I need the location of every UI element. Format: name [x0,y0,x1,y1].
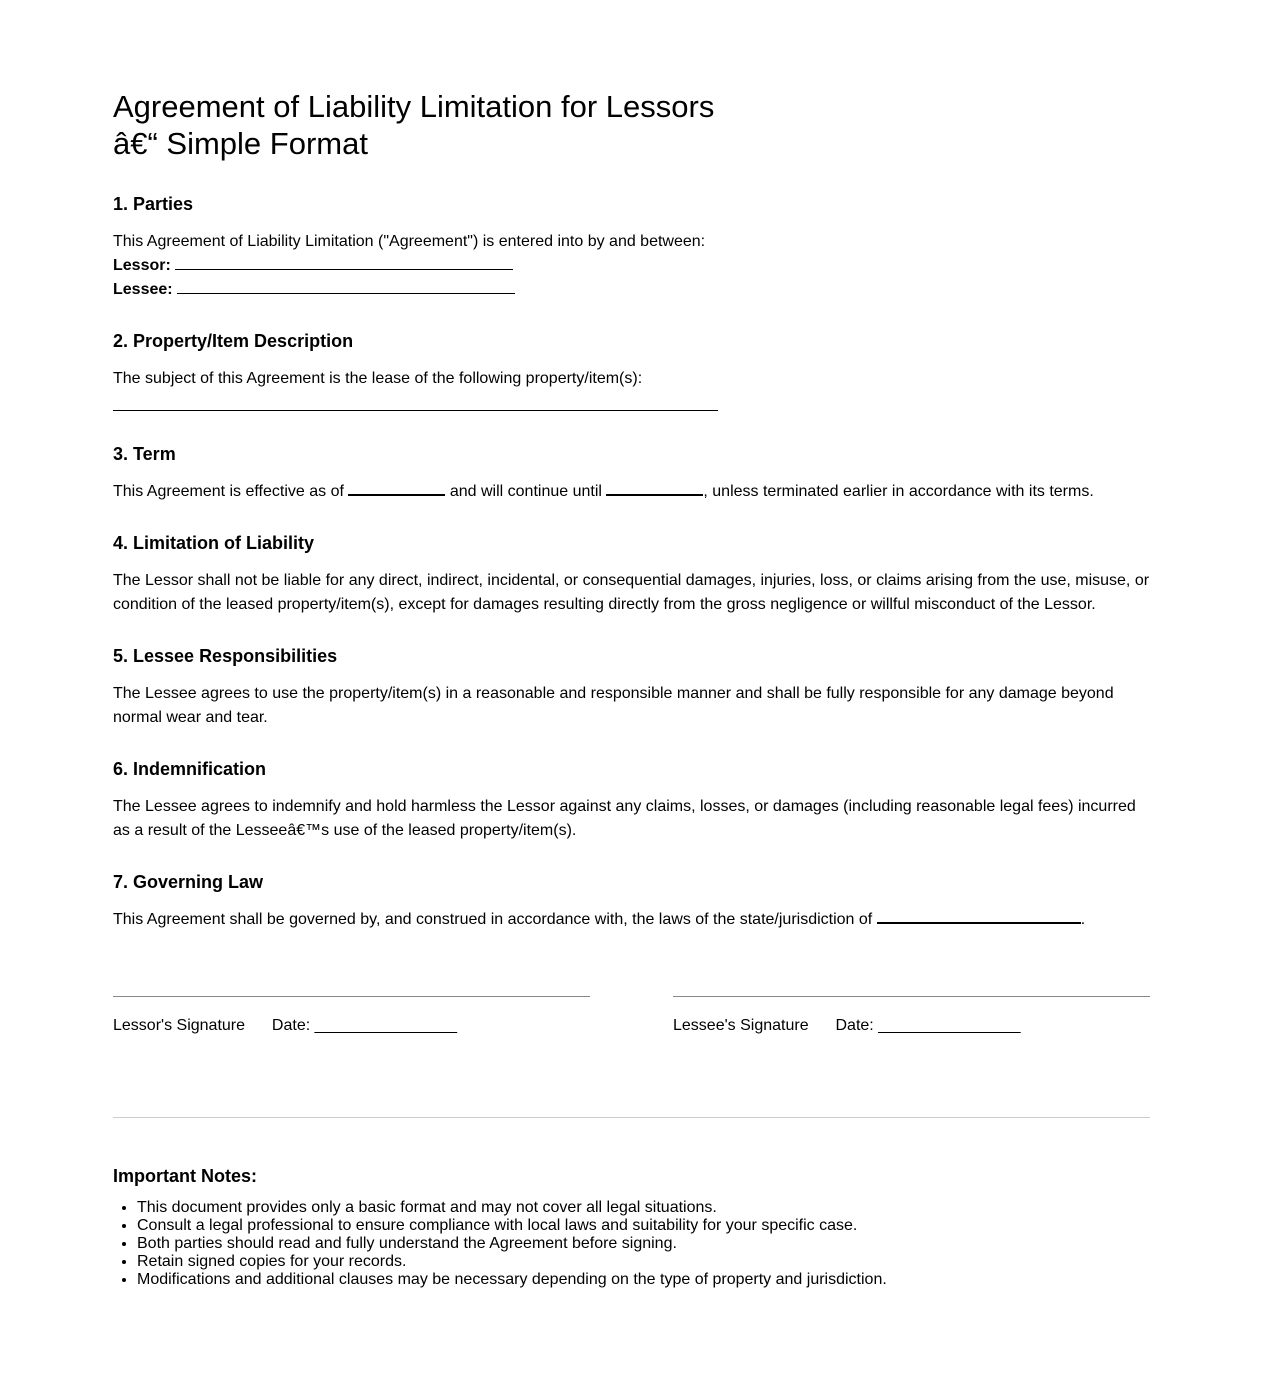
section-heading-liability: 4. Limitation of Liability [113,533,315,553]
lessee-signature-row [673,1016,1021,1036]
section-heading-parties: 1. Parties [113,194,194,214]
lessee-signature-label: Lessee's Signature [673,1017,809,1034]
governing-law-sentence: This Agreement shall be governed by, and construed in accordance with, the laws of the state/jurisdiction of [113,911,873,928]
property-description-blank[interactable] [113,410,718,411]
lessor-name-blank[interactable] [175,255,513,270]
effective-date-blank[interactable] [348,480,445,496]
governing-law-end: . [1080,911,1086,928]
lessee-signature-line[interactable] [673,996,1150,997]
note-item: • This document provides only a basic format and may not cover all legal situations. [137,1199,1137,1217]
term-text-b: and will continue until [449,483,602,500]
jurisdiction-blank[interactable] [877,908,1081,924]
governing-law-text [113,908,1153,932]
title-line-1: Agreement of Liability Limitation for Lessors [113,89,715,124]
parties-intro: This Agreement of Liability Limitation ("Agreement") is entered into by and between: [113,233,706,250]
liability-text: The Lessor shall not be liable for any direct, indirect, incidental, or consequential damages, injuries, loss, or claims arising from the use, misuse, or condition of the leased property/item(s), except for damages resulting directly from the gross negligence or willful misconduct of the Lessor. [113,572,1150,613]
note-item: • Both parties should read and fully understand the Agreement before signing. [137,1235,1137,1253]
responsibilities-text: The Lessee agrees to use the property/item(s) in a reasonable and responsible manner and shall be fully responsible for any damage beyond normal wear and tear. [113,685,1114,726]
lessor-date-label: Date: [271,1017,311,1034]
indemnification-text: The Lessee agrees to indemnify and hold harmless the Lessor against any claims, losses, or damages (including reasonable legal fees) incurred as a result of the Lesseeâ€™s use of the leased property/item(s). [113,798,1136,839]
term-text-c: , unless terminated earlier in accordance with its terms. [703,483,1094,500]
lessor-signature-row [113,1016,457,1036]
term-text-a: This Agreement is effective as of [113,483,344,500]
end-date-blank[interactable] [606,480,703,496]
lessee-date-label: Date: [835,1017,874,1034]
term-text [113,480,1153,504]
lessee-name-blank[interactable] [177,279,515,294]
title-line-2: â€“ Simple Format [113,126,368,161]
note-item: • Consult a legal professional to ensure compliance with local laws and suitability for your specific case. [137,1217,1137,1235]
notes-list [113,1199,1137,1289]
lessor-signature-line[interactable] [113,996,590,997]
section-heading-property: 2. Property/Item Description [113,331,354,351]
section-heading-term: 3. Term [113,444,176,464]
lessee-field-row [113,278,1153,302]
notes-title: Important Notes: [113,1166,257,1186]
lessee-label: Lessee: [113,281,173,298]
lessor-field-row [113,254,1153,278]
section-heading-governing-law: 7. Governing Law [113,872,264,892]
lessor-signature-label: Lessor's Signature [113,1017,246,1034]
lessor-date-blank[interactable]: ________________ [314,1017,457,1034]
note-item: • Modifications and additional clauses may be necessary depending on the type of property and jurisdiction. [137,1271,1137,1289]
section-heading-responsibilities: 5. Lessee Responsibilities [113,646,338,666]
lessee-date-blank[interactable]: ________________ [878,1017,1021,1034]
lessor-label: Lessor: [113,257,171,274]
document-title [113,88,813,162]
section-heading-indemnification: 6. Indemnification [113,759,267,779]
property-text: The subject of this Agreement is the lease of the following property/item(s): [113,370,643,387]
note-item: • Retain signed copies for your records. [137,1253,1137,1271]
section-divider [113,1117,1150,1118]
